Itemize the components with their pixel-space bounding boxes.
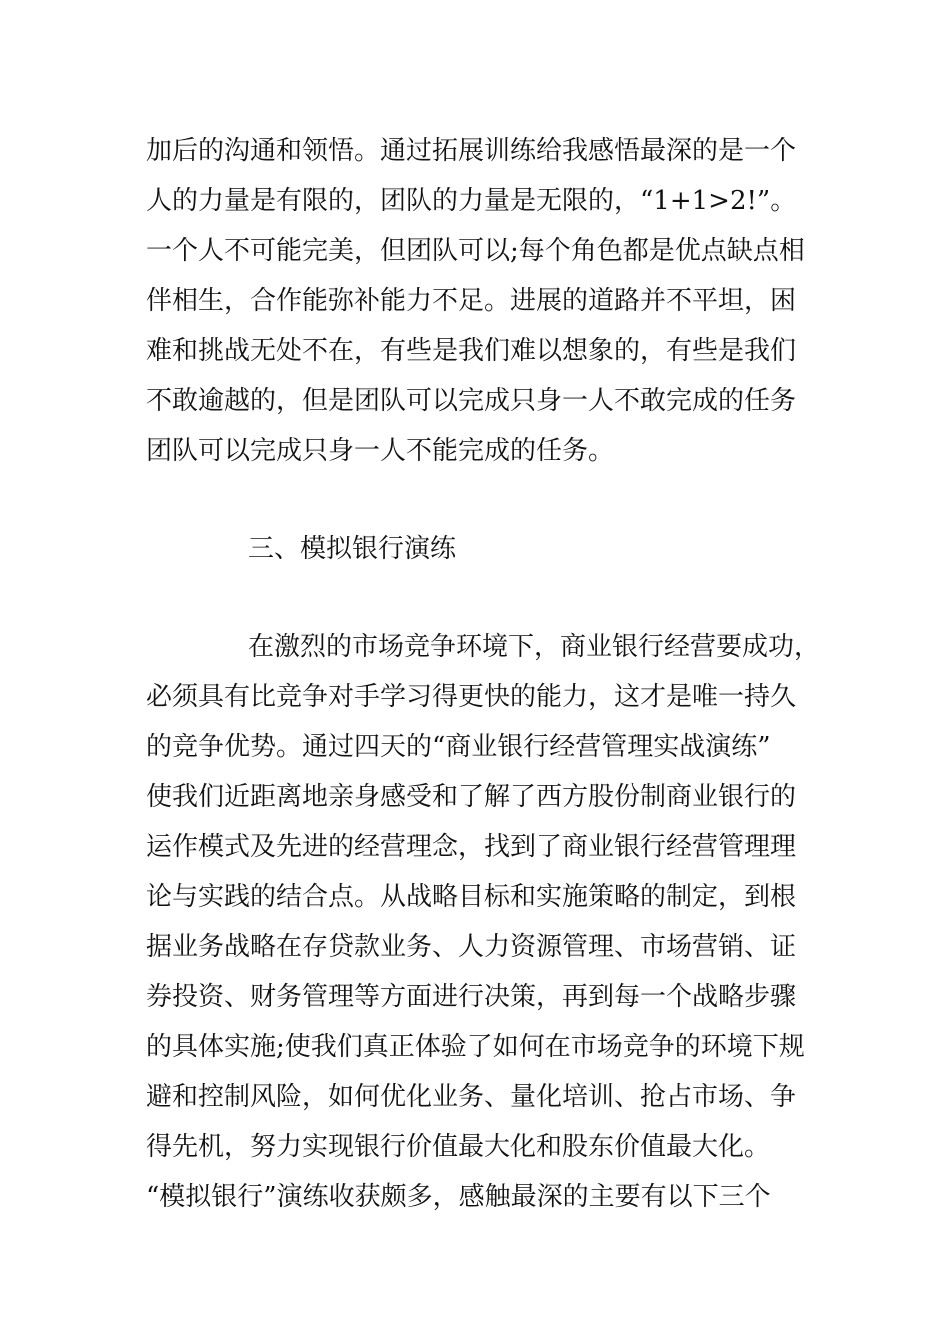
paragraph-2-line: 使我们近距离地亲身感受和了解了西方股份制商业银行的: [146, 782, 797, 812]
paragraph-2-line: 券投资、财务管理等方面进行决策，再到每一个战略步骤: [146, 982, 797, 1012]
paragraph-2-line: 必须具有比竞争对手学习得更快的能力，这才是唯一持久: [146, 682, 797, 712]
paragraph-2-line: “模拟银行”演练收获颇多，感触最深的主要有以下三个: [146, 1182, 771, 1212]
section-heading: 三、模拟银行演练: [248, 534, 457, 564]
paragraph-2-line: 得先机，努力实现银行价值最大化和股东价值最大化。: [146, 1132, 771, 1162]
paragraph-1-line: 人的力量是有限的，团队的力量是无限的，“1+1>2!”。: [146, 186, 797, 216]
paragraph-2-line: 在激烈的市场竞争环境下，商业银行经营要成功，: [248, 632, 821, 662]
paragraph-2-line: 避和控制风险，如何优化业务、量化培训、抢占市场、争: [146, 1082, 797, 1112]
paragraph-2-line: 运作模式及先进的经营理念，找到了商业银行经营管理理: [146, 832, 797, 862]
paragraph-1-line: 难和挑战无处不在，有些是我们难以想象的，有些是我们: [146, 336, 797, 366]
paragraph-1-line: 团队可以完成只身一人不能完成的任务。: [146, 436, 615, 466]
paragraph-1-line: 加后的沟通和领悟。通过拓展训练给我感悟最深的是一个: [146, 136, 797, 166]
paragraph-2-line: 的竞争优势。通过四天的“商业银行经营管理实战演练”: [146, 732, 771, 762]
paragraph-1-line: 不敢逾越的，但是团队可以完成只身一人不敢完成的任务: [146, 386, 797, 416]
paragraph-1-line: 伴相生，合作能弥补能力不足。进展的道路并不平坦，困: [146, 286, 797, 316]
paragraph-2-line: 的具体实施;使我们真正体验了如何在市场竞争的环境下规: [146, 1032, 805, 1062]
paragraph-1-line: 一个人不可能完美，但团队可以;每个角色都是优点缺点相: [146, 236, 805, 266]
paragraph-2-line: 论与实践的结合点。从战略目标和实施策略的制定，到根: [146, 882, 797, 912]
paragraph-2-line: 据业务战略在存贷款业务、人力资源管理、市场营销、证: [146, 932, 797, 962]
